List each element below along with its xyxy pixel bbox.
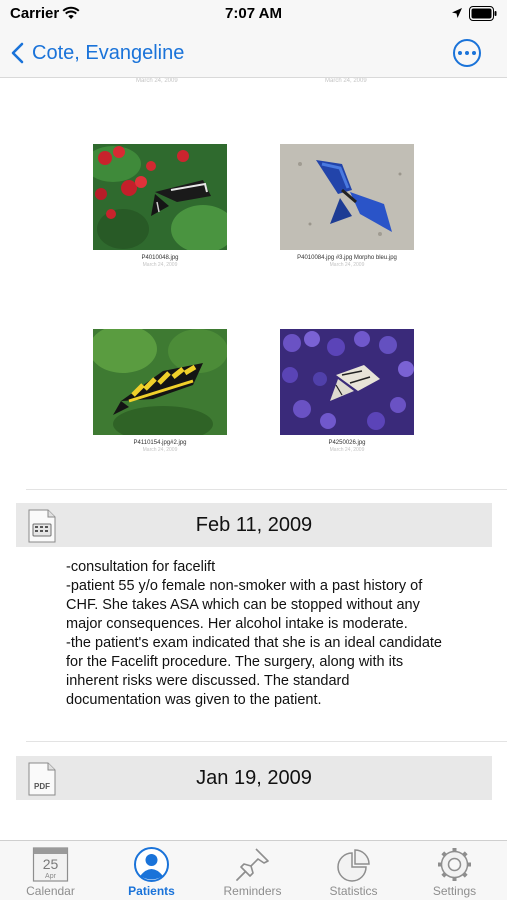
entry-date-header[interactable] [16, 503, 492, 547]
entry-date-header[interactable] [16, 756, 492, 800]
entry-date: Feb 11, 2009 [195, 514, 313, 536]
battery-icon [469, 6, 497, 21]
tab-calendar[interactable] [0, 841, 101, 900]
photo-filename: P4010048.jpg [141, 255, 179, 261]
entry-date: Jan 19, 2009 [196, 767, 312, 789]
tab-settings[interactable] [404, 841, 505, 900]
photo-image [93, 144, 227, 250]
photo-thumbnail[interactable] [93, 144, 227, 268]
tab-label: Settings [432, 884, 477, 898]
person-icon [133, 846, 170, 883]
photo-filename: P4250026.jpg [328, 440, 366, 446]
previous-photo-date: March 24, 2009 [136, 78, 178, 84]
pdf-icon-label: PDF [34, 782, 50, 791]
previous-photo-date: March 24, 2009 [325, 78, 367, 84]
more-dot-icon [465, 51, 469, 55]
photo-filename: P4010084.jpg #3.jpg Morpho bleu.jpg [297, 255, 397, 261]
tab-statistics[interactable] [303, 841, 404, 900]
carrier-label: Carrier [10, 5, 60, 22]
more-dot-icon [458, 51, 462, 55]
more-options-button[interactable] [453, 39, 481, 67]
tab-label: Reminders [223, 884, 282, 898]
tab-bar [0, 840, 507, 900]
tab-label: Calendar [26, 884, 75, 898]
photo-date: March 24, 2009 [142, 447, 178, 453]
tab-label: Statistics [329, 884, 378, 898]
tab-label: Patients [128, 884, 175, 898]
more-dot-icon [472, 51, 476, 55]
back-label: Cote, Evangeline [32, 41, 185, 64]
photo-date: March 24, 2009 [329, 447, 365, 453]
consultation-note [66, 558, 446, 710]
calendar-month: Apr [45, 873, 56, 880]
status-bar [0, 0, 507, 30]
tab-reminders[interactable] [202, 841, 303, 900]
back-chevron-icon [10, 42, 26, 64]
back-button[interactable] [10, 38, 184, 68]
photo-image [93, 329, 227, 435]
patient-record-list[interactable] [0, 78, 507, 840]
photo-image [280, 329, 414, 435]
note-line: -consultation for facelift [66, 559, 216, 575]
pie-chart-icon [335, 846, 372, 883]
calendar-icon [32, 846, 69, 883]
photo-thumbnail[interactable] [280, 329, 414, 453]
tab-patients[interactable] [101, 841, 202, 900]
section-divider [26, 489, 507, 490]
note-line: -patient 55 y/o female non-smoker with a past history of CHF. She takes ASA which can be stopped without any major consequences. Her alcohol intake is moderate. [66, 578, 423, 632]
photo-date: March 24, 2009 [142, 262, 178, 268]
photo-thumbnail[interactable] [93, 329, 227, 453]
photo-date: March 24, 2009 [329, 262, 365, 268]
status-time: 7:07 AM [225, 5, 282, 22]
navigation-bar [0, 30, 507, 78]
photo-filename: P4110154.jpg#2.jpg [133, 440, 187, 446]
photo-image [280, 144, 414, 250]
note-line: -the patient's exam indicated that she is an ideal candidate for the Facelift procedure. The surgery, along with its inherent risks were discussed. The standard documentation was given to the patient. [66, 635, 442, 708]
pushpin-icon [234, 846, 271, 883]
gear-icon [436, 846, 473, 883]
calendar-day: 25 [42, 856, 59, 872]
photo-thumbnail[interactable] [280, 144, 414, 268]
location-arrow-icon [451, 7, 463, 19]
section-divider [26, 741, 507, 742]
